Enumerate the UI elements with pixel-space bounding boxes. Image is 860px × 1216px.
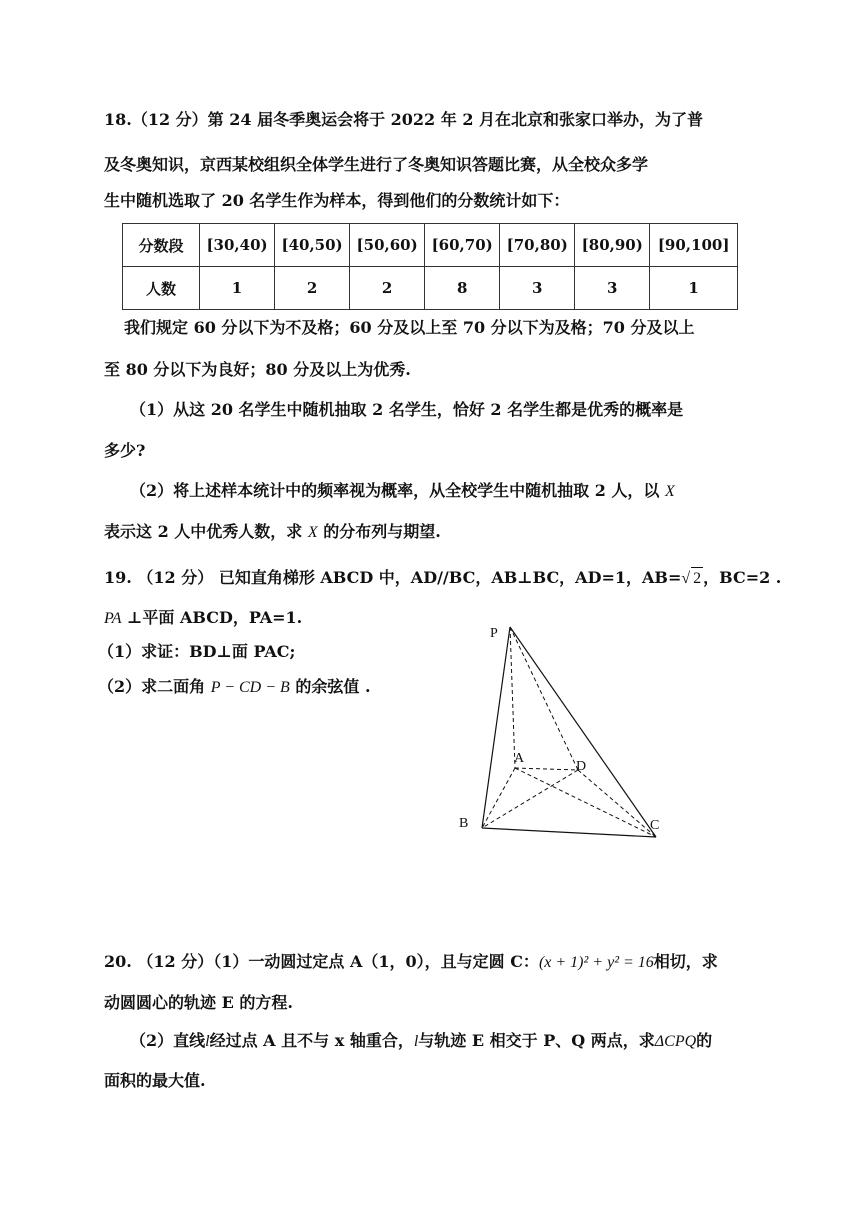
q19-line-1 xyxy=(104,567,781,590)
q19-part2 xyxy=(98,676,371,699)
q20-line-3 xyxy=(130,1030,712,1053)
count-cell: 3 xyxy=(575,267,650,310)
table-header-count: 人数 xyxy=(123,267,200,310)
q19-line-2 xyxy=(104,607,302,630)
score-range-row xyxy=(123,224,738,267)
q18-part1-a: （1）从这 20 名学生中随机抽取 2 名学生，恰好 2 名学生都是优秀的概率是 xyxy=(130,400,684,419)
q19-part1: （1）求证：BD⊥面 PAC; xyxy=(98,642,296,661)
edge-ab xyxy=(482,768,515,828)
student-count-row xyxy=(123,267,738,310)
count-cell: 1 xyxy=(200,267,275,310)
circle-equation: (x + 1)² + y² = 16 xyxy=(538,954,654,971)
q18-part2-b-tail: 的分布列与期望. xyxy=(317,522,441,541)
line-l: l xyxy=(205,1033,210,1050)
q19-part2-tail: 的余弦值 . xyxy=(289,677,371,696)
range-cell: [80,90) xyxy=(575,224,650,267)
label-c: C xyxy=(650,818,660,833)
q18-line-2: 及冬奥知识，京西某校组织全体学生进行了冬奥知识答题比赛，从全校众多学 xyxy=(104,155,649,174)
count-cell: 2 xyxy=(275,267,350,310)
score-table xyxy=(122,223,738,310)
edge-pa xyxy=(510,627,515,768)
range-cell: [40,50) xyxy=(275,224,350,267)
sqrt-radicand: 2 xyxy=(691,567,703,590)
count-cell: 3 xyxy=(500,267,575,310)
q18-part2-a xyxy=(130,480,675,503)
q20-line-1 xyxy=(104,951,718,974)
q20-part2-mid2: 与轨迹 E 相交于 P、Q 两点，求 xyxy=(418,1031,655,1050)
label-d: D xyxy=(576,759,587,774)
label-p: P xyxy=(490,626,498,641)
q18-part2-b-text: 表示这 2 人中优秀人数，求 xyxy=(104,522,308,541)
q19-line-1-text: 19. （12 分） 已知直角梯形 ABCD 中，AD//BC，AB⊥BC，AD=1，AB= xyxy=(104,568,682,587)
edge-bc xyxy=(482,828,656,837)
q18-line-1: 18.（12 分）第 24 届冬季奥运会将于 2022 年 2 月在北京和张家口举办，为了普 xyxy=(104,110,704,129)
count-cell: 2 xyxy=(350,267,425,310)
q20-line-1-text: 20. （12 分）（1）一动圆过定点 A（1，0），且与定圆 C： xyxy=(104,952,539,971)
q19-line-2-text: ⊥平面 ABCD，PA=1. xyxy=(121,608,303,627)
pyramid-figure xyxy=(450,615,680,845)
q18-rule-1: 我们规定 60 分以下为不及格；60 分及以上至 70 分以下为及格；70 分及以上 xyxy=(124,318,695,337)
range-cell: [60,70) xyxy=(425,224,500,267)
range-cell: [70,80) xyxy=(500,224,575,267)
q19-line-1-tail: ，BC=2 . xyxy=(703,568,782,587)
variable-x: X xyxy=(307,524,318,541)
q20-part2-mid: 经过点 A 且不与 x 轴重合， xyxy=(209,1031,414,1050)
variable-x: X xyxy=(664,483,675,500)
q20-line-4: 面积的最大值. xyxy=(104,1071,206,1090)
range-cell: [90,100] xyxy=(650,224,738,267)
range-cell: [50,60) xyxy=(350,224,425,267)
triangle-cpq: ΔCPQ xyxy=(654,1033,697,1050)
edge-pc xyxy=(510,627,656,837)
label-a: A xyxy=(514,751,525,766)
q20-part2-text: （2）直线 xyxy=(130,1031,206,1050)
range-cell: [30,40) xyxy=(200,224,275,267)
label-b: B xyxy=(459,816,469,831)
q19-part2-text: （2）求二面角 xyxy=(98,677,211,696)
count-cell: 8 xyxy=(425,267,500,310)
sqrt-two: √ 2 xyxy=(681,567,703,590)
q20-line-2: 动圆圆心的轨迹 E 的方程. xyxy=(104,993,293,1012)
q18-part2-b xyxy=(104,521,441,544)
q18-part1-b: 多少? xyxy=(104,441,146,460)
line-l: l xyxy=(413,1033,419,1050)
q20-line-1-tail: 相切，求 xyxy=(653,952,718,971)
edge-pb xyxy=(482,627,510,828)
q18-line-3: 生中随机选取了 20 名学生作为样本，得到他们的分数统计如下： xyxy=(104,191,570,210)
count-cell: 1 xyxy=(650,267,738,310)
edge-ad xyxy=(515,768,578,770)
dihedral-angle: P − CD − B xyxy=(210,679,290,696)
diagonal-ac xyxy=(515,768,656,837)
diagonal-bd xyxy=(482,770,578,828)
q18-rule-2: 至 80 分以下为良好；80 分及以上为优秀. xyxy=(104,360,411,379)
table-header-score-range: 分数段 xyxy=(123,224,200,267)
edge-pd xyxy=(510,627,578,770)
segment-pa: PA xyxy=(104,610,122,627)
q18-part2-a-text: （2）将上述样本统计中的频率视为概率，从全校学生中随机抽取 2 人，以 xyxy=(130,481,665,500)
q20-part2-tail: 的 xyxy=(696,1031,713,1050)
